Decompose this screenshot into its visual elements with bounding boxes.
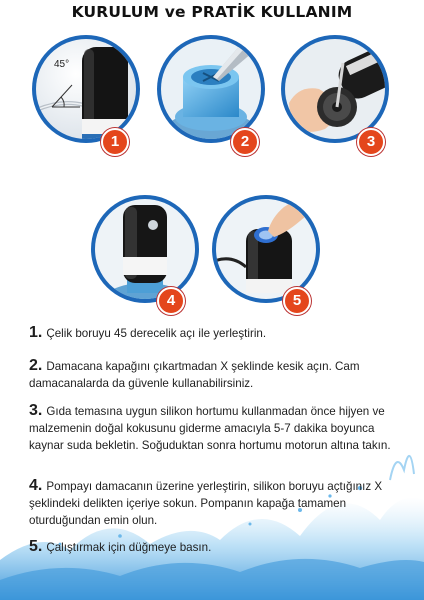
badge-4: 4 [157, 287, 185, 315]
step-number: 2. [29, 357, 43, 374]
badge-2: 2 [231, 128, 259, 156]
step-5-text [29, 538, 401, 556]
step-1-image [30, 33, 142, 145]
step-number: 1. [29, 324, 43, 341]
step-1-text [29, 324, 401, 342]
step-2-text [29, 357, 401, 392]
step-text: Gıda temasına uygun silikon hortumu kullanmadan önce hijyen ve malzemenin doğal kokusunu giderme amacıyla 5-7 dakika boyunca kaynar suda bekletin. Soğuduktan sonra hortumu motorun altına takın. [29, 405, 391, 452]
badge-3: 3 [357, 128, 385, 156]
step-text: Çalıştırmak için düğmeye basın. [46, 541, 212, 554]
step-text: Damacana kapağını çıkartmadan X şeklinde kesik açın. Cam damacanalarda da güvenle kullanabilirsiniz. [29, 360, 360, 390]
step-5-image [210, 193, 322, 305]
step-text: Pompayı damacanın üzerine yerleştirin, silikon boruyu açtığınız X şeklindeki delikten içeriye sokun. Pompanın kapağa tamamen oturduğundan emin olun. [29, 480, 383, 527]
badge-1: 1 [101, 128, 129, 156]
page-title: KURULUM ve PRATİK KULLANIM [71, 3, 353, 21]
step-4-image [89, 193, 201, 305]
step-text: Çelik boruyu 45 derecelik açı ile yerleştirin. [46, 327, 267, 340]
step-3-text [29, 402, 401, 454]
angle-label: 45° [54, 59, 70, 70]
step-4-text [29, 477, 401, 529]
step-number: 5. [29, 538, 43, 555]
step-number: 3. [29, 402, 43, 419]
badge-5: 5 [283, 287, 311, 315]
step-number: 4. [29, 477, 43, 494]
